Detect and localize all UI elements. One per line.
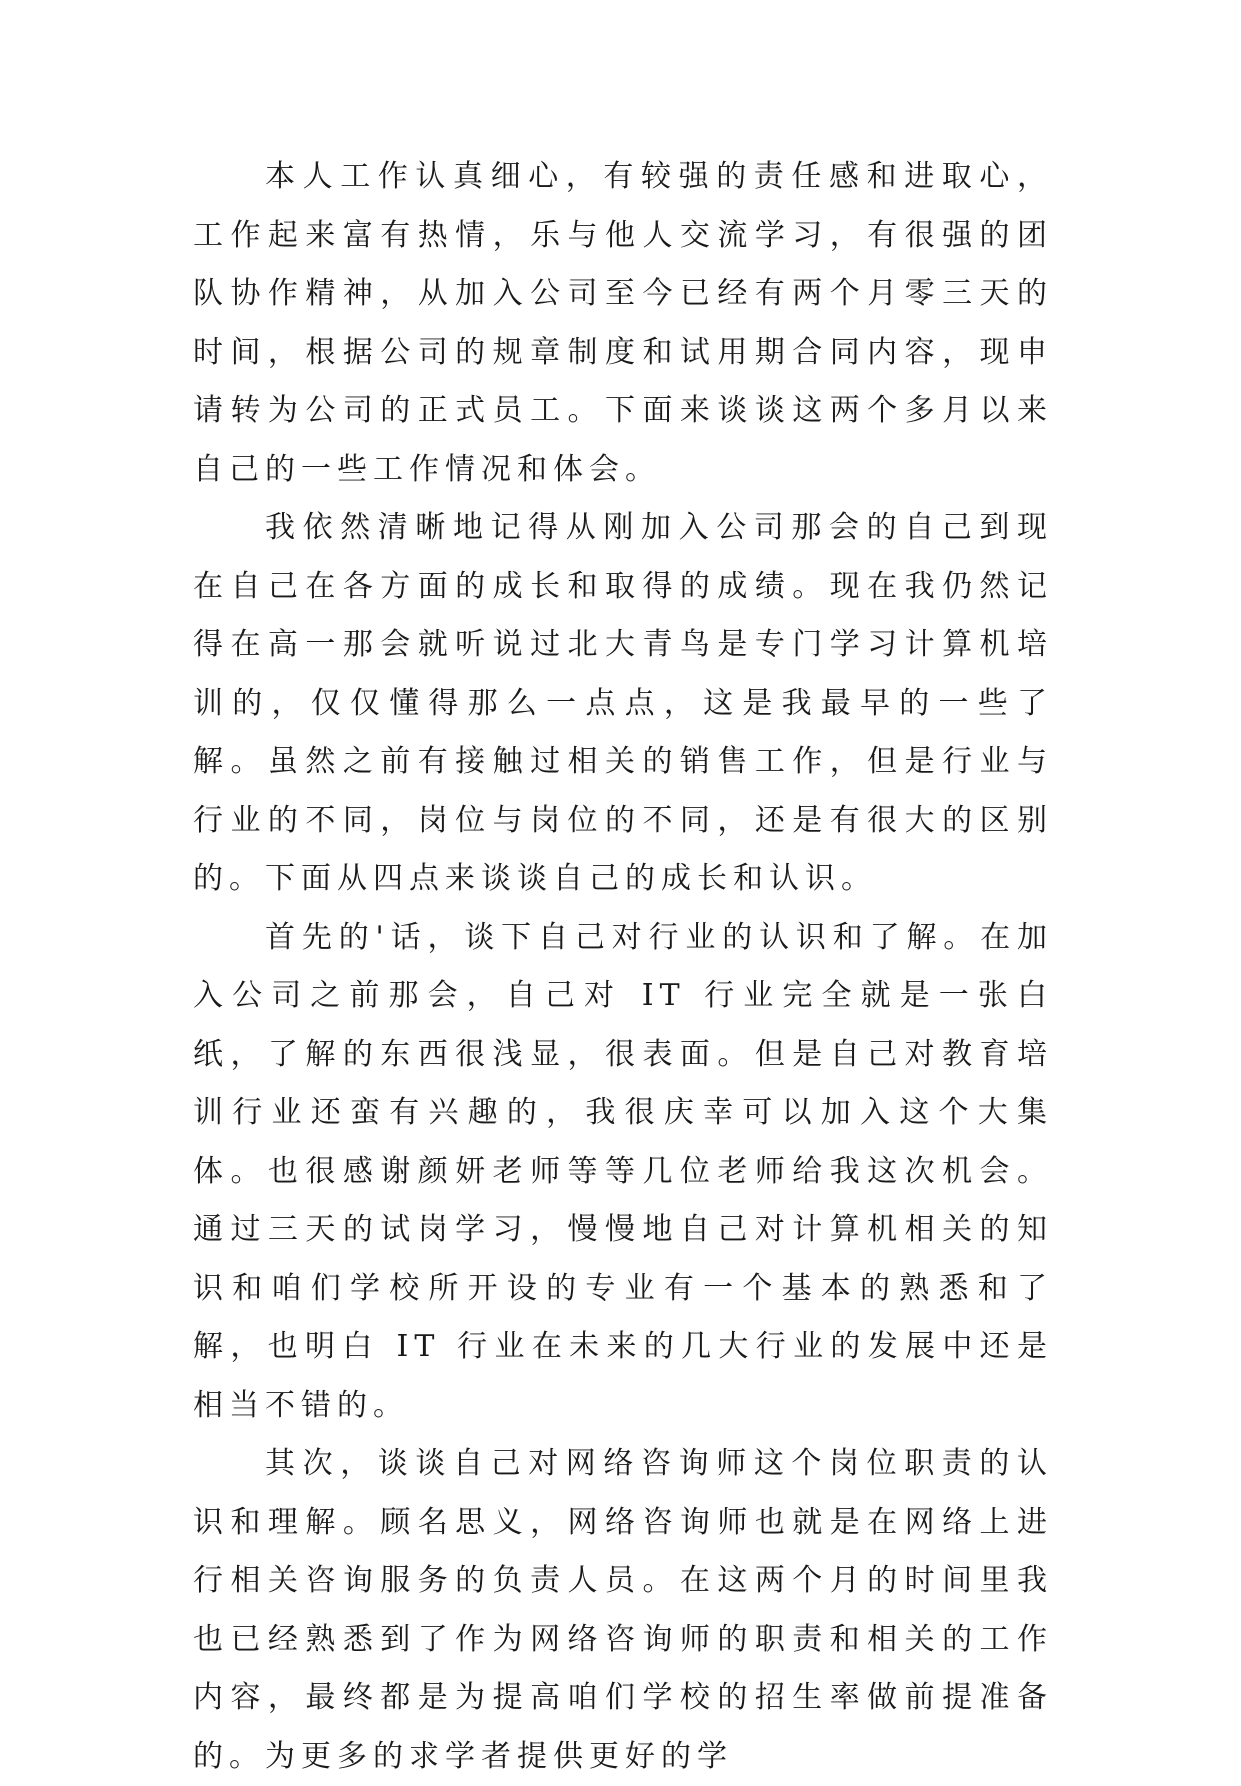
paragraph-1: 本人工作认真细心，有较强的责任感和进取心，工作起来富有热情，乐与他人交流学习，有很强的团队协作精神，从加入公司至今已经有两个月零三天的时间，根据公司的规章制度和试用期合同内容，现申请转为公司的正式员工。下面来谈谈这两个多月以来自己的一些工作情况和体会。 xyxy=(193,159,1053,487)
paragraph-3: 首先的'话，谈下自己对行业的认识和了解。在加入公司之前那会，自己对 IT 行业完全就是一张白纸，了解的东西很浅显，很表面。但是自己对教育培训行业还蛮有兴趣的，我很庆幸可以加入这个大集体。也很感谢颜妍老师等等几位老师给我这次机会。通过三天的试岗学习，慢慢地自己对计算机相关的知识和咱们学校所开设的专业有一个基本的熟悉和了解，也明白 IT 行业在未来的几大行业的发展中还是相当不错的。 xyxy=(193,919,1053,1423)
paragraph-4: 其次，谈谈自己对网络咨询师这个岗位职责的认识和理解。顾名思义，网络咨询师也就是在网络上进行相关咨询服务的负责人员。在这两个月的时间里我也已经熟悉到了作为网络咨询师的职责和相关的工作内容，最终都是为提高咱们学校的招生率做前提准备的。为更多的求学者提供更好的学 xyxy=(193,1446,1053,1774)
document-body xyxy=(193,148,1053,1786)
paragraph-2: 我依然清晰地记得从刚加入公司那会的自己到现在自己在各方面的成长和取得的成绩。现在我仍然记得在高一那会就听说过北大青鸟是专门学习计算机培训的，仅仅懂得那么一点点，这是我最早的一些了解。虽然之前有接触过相关的销售工作，但是行业与行业的不同，岗位与岗位的不同，还是有很大的区别的。下面从四点来谈谈自己的成长和认识。 xyxy=(193,510,1053,896)
